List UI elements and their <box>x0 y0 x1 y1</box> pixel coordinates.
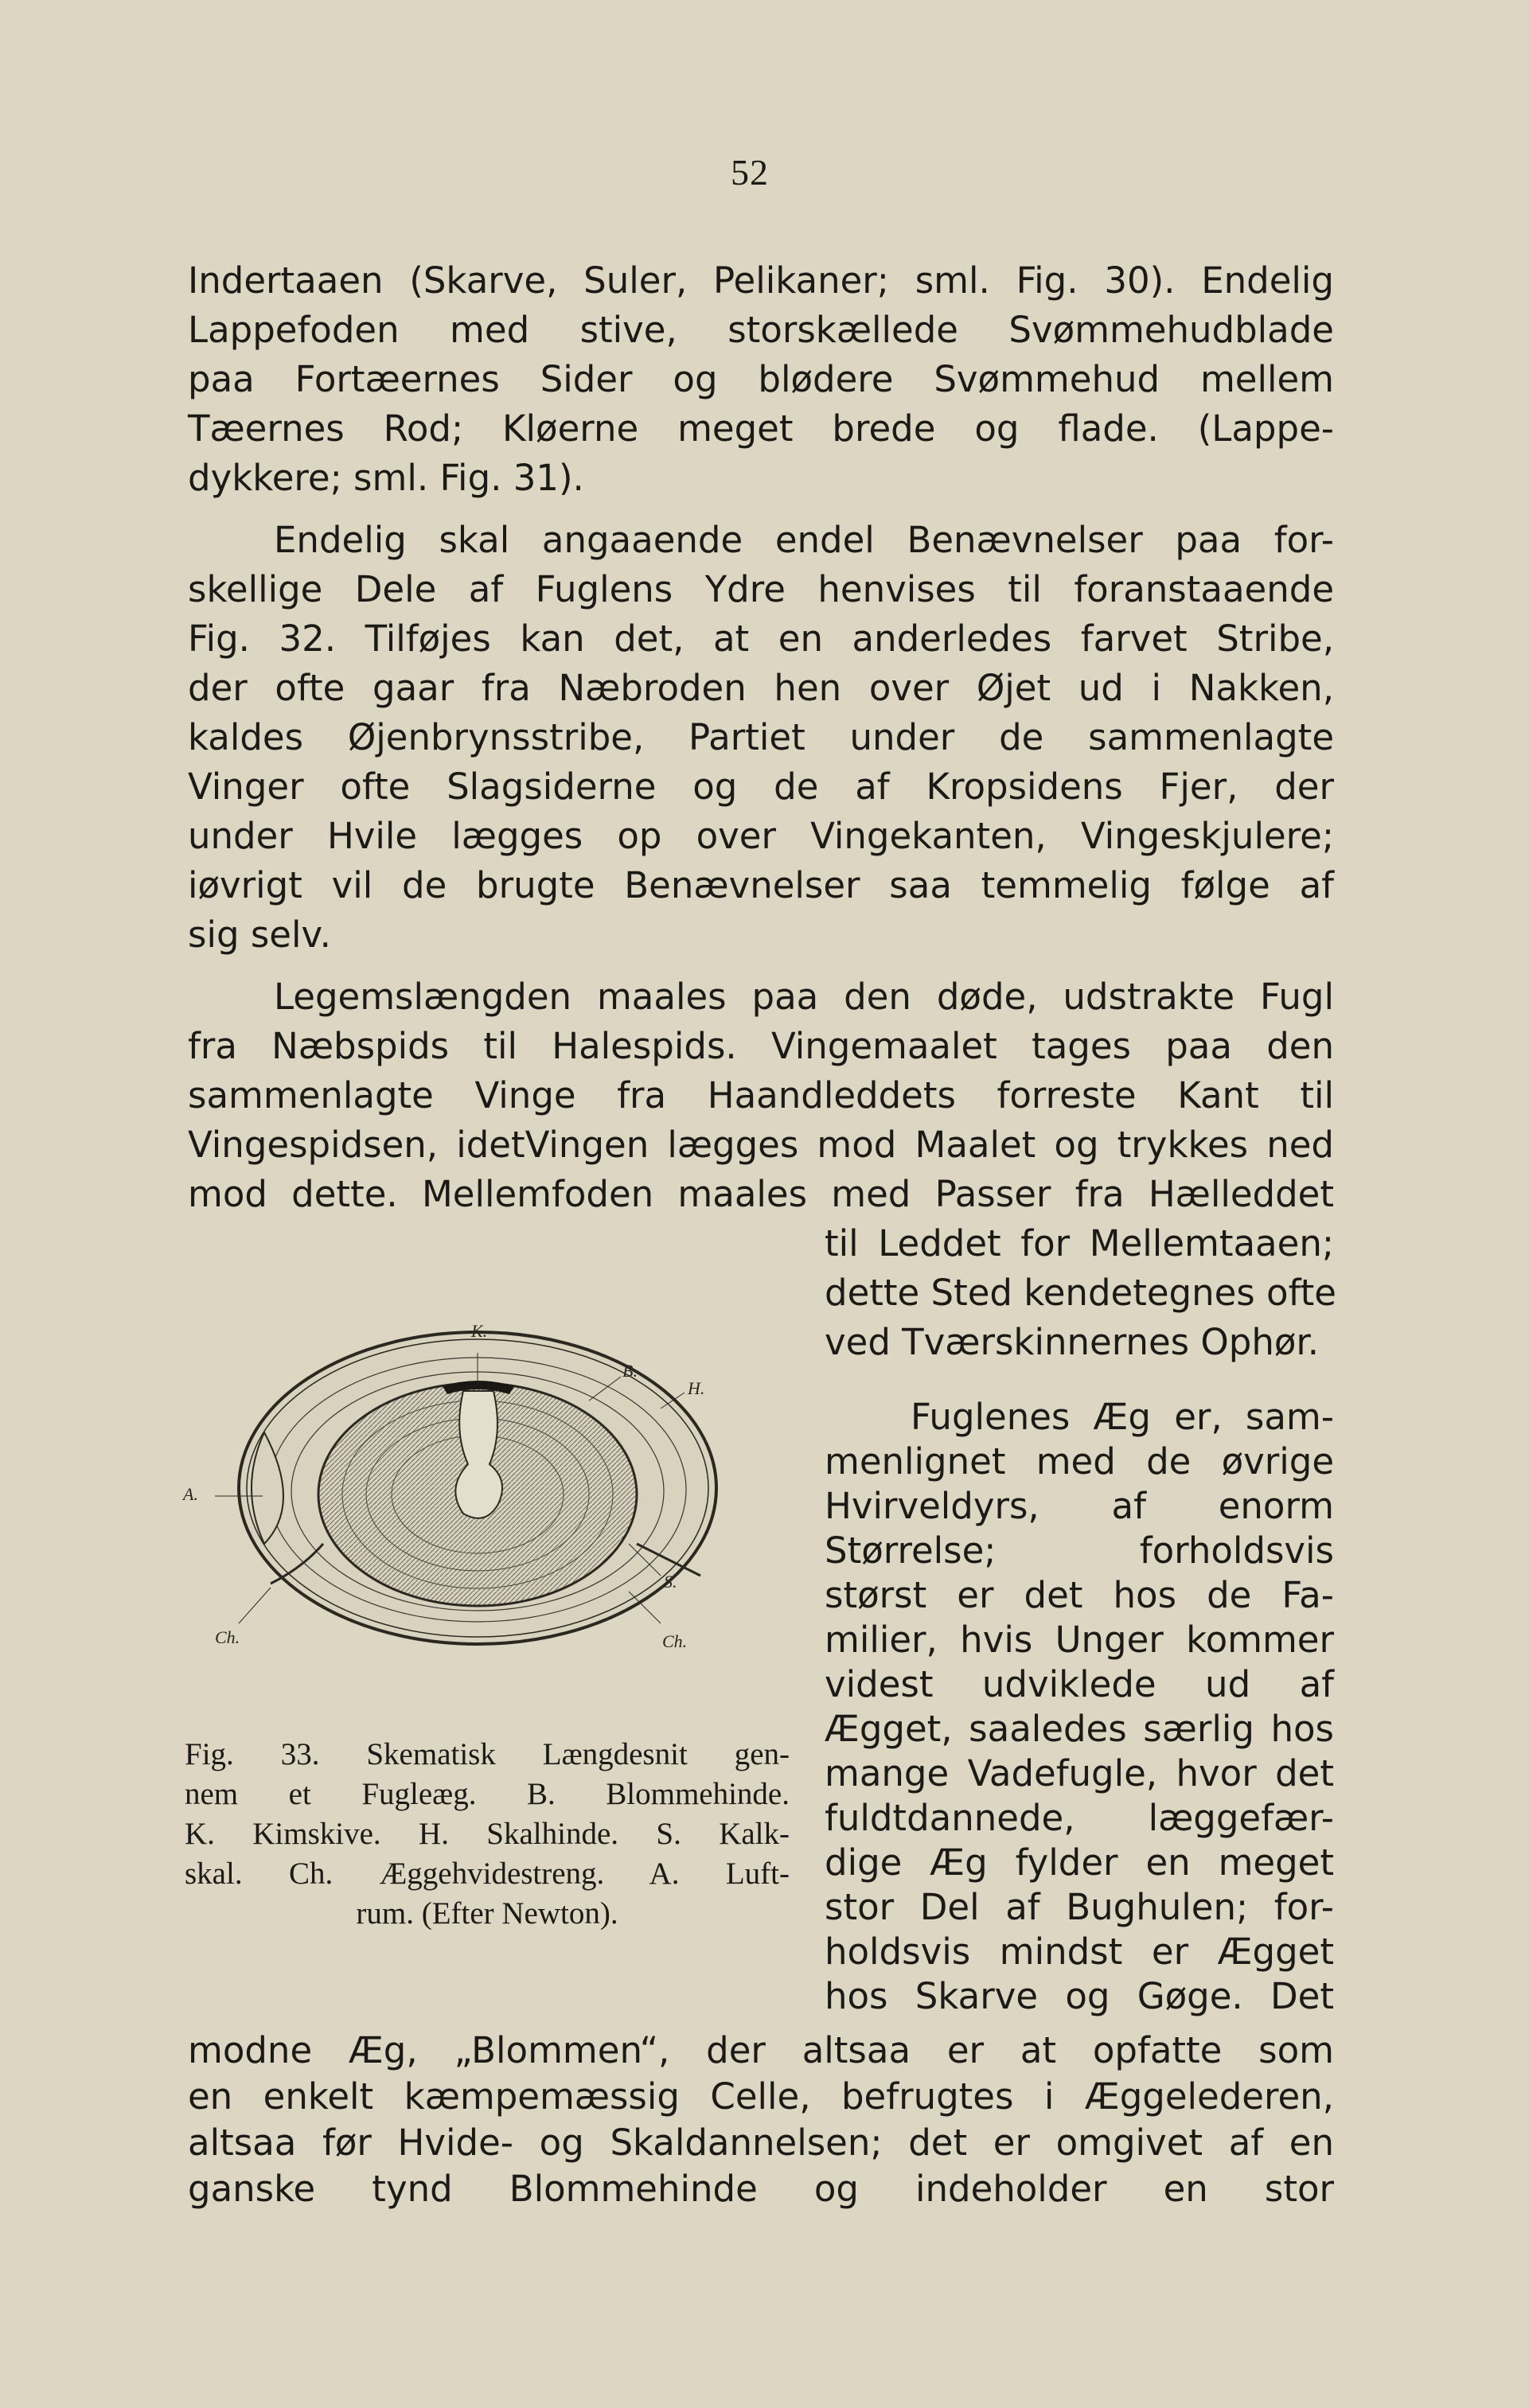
label-b: B. <box>622 1361 638 1381</box>
text-line: Tæernes Rod; Kløerne meget brede og flade. (Lappe- <box>188 407 1334 450</box>
figure-caption <box>185 1735 790 1934</box>
text-line: fuldtdannede, læggefær- <box>825 1797 1334 1839</box>
text-line: dykkere; sml. Fig. 31). <box>188 457 584 499</box>
text-line: Endelig skal angaaende endel Benævnelser paa for- <box>274 519 1334 561</box>
text-line: fra Næbspids til Halespids. Vingemaalet tages paa den <box>188 1025 1334 1067</box>
text-line: ved Tværskinnernes Ophør. <box>825 1321 1320 1363</box>
text-line: der ofte gaar fra Næbroden hen over Øjet ud i Nakken, <box>188 667 1334 709</box>
leader-line <box>239 1588 271 1623</box>
text-line: sammenlagte Vinge fra Haandleddets forreste Kant til <box>188 1074 1334 1116</box>
text-line: dige Æg fylder en meget <box>825 1841 1334 1884</box>
text-line: iøvrigt vil de brugte Benævnelser saa temmelig følge af <box>188 864 1334 906</box>
label-h: H. <box>688 1378 705 1398</box>
label-k: K. <box>471 1321 488 1341</box>
text-line: menlignet med de øvrige <box>825 1440 1334 1483</box>
text-line: mod dette. Mellemfoden maales med Passer fra Hælleddet <box>188 1173 1334 1215</box>
text-line: altsaa før Hvide- og Skaldannelsen; det er omgivet af en <box>188 2122 1334 2164</box>
text-line: Ægget, saaledes særlig hos <box>825 1708 1334 1750</box>
caption-line: K. Kimskive. H. Skalhinde. S. Kalk- <box>185 1817 790 1851</box>
text-line: sig selv. <box>188 914 331 956</box>
caption-line: Fig. 33. Skematisk Længdesnit gen- <box>185 1737 790 1771</box>
text-line: størst er det hos de Fa- <box>825 1574 1334 1616</box>
text-line: Fuglenes Æg er, sam- <box>911 1396 1334 1438</box>
text-line: kaldes Øjenbrynsstribe, Partiet under de sammenlagte <box>188 716 1334 758</box>
label-a: A. <box>183 1484 198 1504</box>
text-line: Størrelse; forholdsvis <box>825 1529 1334 1572</box>
text-line: Vingespidsen, idetVingen lægges mod Maalet og trykkes ned <box>188 1124 1334 1166</box>
text-line: Legemslængden maales paa den døde, udstrakte Fugl <box>274 976 1334 1018</box>
egg-diagram <box>215 1305 772 1671</box>
egg-cross-section-figure <box>183 1305 772 1671</box>
text-line: dette Sted kendetegnes ofte <box>825 1272 1336 1314</box>
text-line: til Leddet for Mellemtaaen; <box>825 1222 1334 1264</box>
page-number: 52 <box>731 152 769 193</box>
text-line: stor Del af Bughulen; for- <box>825 1886 1334 1928</box>
text-line: modne Æg, „Blommen“, der altsaa er at opfatte som <box>188 2029 1334 2071</box>
text-line: ganske tynd Blommehinde og indeholder en stor <box>188 2168 1334 2210</box>
text-line: Vinger ofte Slagsiderne og de af Kropsidens Fjer, der <box>188 766 1334 808</box>
label-s: S. <box>664 1572 677 1592</box>
text-line: hos Skarve og Gøge. Det <box>825 1975 1334 2017</box>
text-line: holdsvis mindst er Ægget <box>825 1931 1334 1973</box>
text-line: Lappefoden med stive, storskællede Svømmehudblade <box>188 309 1334 351</box>
text-line: Fig. 32. Tilføjes kan det, at en anderledes farvet Stribe, <box>188 618 1334 660</box>
text-line: paa Fortæernes Sider og blødere Svømmehud mellem <box>188 358 1334 400</box>
text-line: videst udviklede ud af <box>825 1663 1334 1705</box>
caption-line: rum. (Efter Newton). <box>356 1896 618 1931</box>
text-line: Indertaaen (Skarve, Suler, Pelikaner; sml. Fig. 30). Endelig <box>188 259 1334 302</box>
text-line: mange Vadefugle, hvor det <box>825 1752 1334 1794</box>
caption-line: nem et Fugleæg. B. Blommehinde. <box>185 1777 790 1811</box>
text-line: under Hvile lægges op over Vingekanten, Vingeskjulere; <box>188 815 1334 857</box>
text-line: Hvirveldyrs, af enorm <box>825 1485 1334 1527</box>
text-line: skellige Dele af Fuglens Ydre henvises til foranstaaende <box>188 568 1334 610</box>
text-line: en enkelt kæmpemæssig Celle, befrugtes i Æggelederen, <box>188 2075 1334 2118</box>
label-ch-right: Ch. <box>662 1631 688 1651</box>
label-ch-left: Ch. <box>215 1627 240 1647</box>
caption-line: skal. Ch. Æggehvidestreng. A. Luft- <box>185 1857 790 1891</box>
text-line: milier, hvis Unger kommer <box>825 1619 1334 1661</box>
